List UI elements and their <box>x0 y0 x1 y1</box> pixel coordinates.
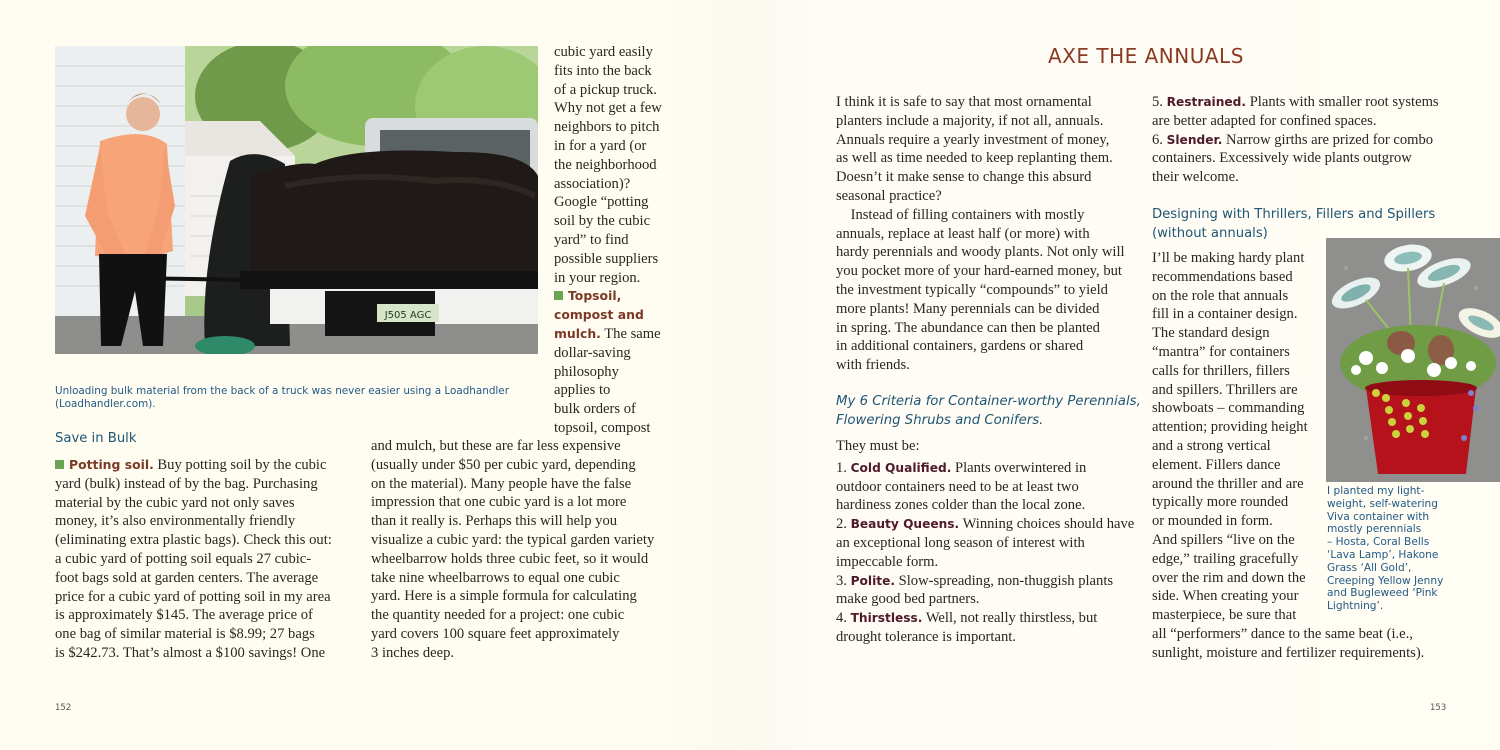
text-line: Why not get a few <box>554 100 662 117</box>
intro-paragraphs <box>836 93 1125 375</box>
text-line: wheelbarrow holds three cubic feet, so it would <box>371 550 649 567</box>
text-line: yard. Here is a simple formula for calculating <box>371 588 637 605</box>
topsoil-lead: mulch. <box>554 325 601 341</box>
text-line: in spring. The abundance can then be planted <box>836 319 1100 336</box>
truck-unloading-photo <box>55 46 538 354</box>
text-line: one bag of similar material is $8.99; 27 bags <box>55 626 315 643</box>
text-line: in your region. <box>554 269 641 286</box>
text-line: (eliminating extra plastic bags). Check this out: <box>55 532 332 549</box>
caption-line: and Bugleweed ‘Pink <box>1327 587 1438 600</box>
text-line: visualize a cubic yard: the typical garden variety <box>371 531 655 548</box>
text-line: neighbors to pitch <box>554 119 660 136</box>
criterion-1 <box>836 459 1134 478</box>
criterion-3 <box>836 572 1134 591</box>
text-line: yard” to find <box>554 231 629 248</box>
text-line: fill in a container design. <box>1152 306 1298 323</box>
heading-line: (without annuals) <box>1152 226 1268 241</box>
topsoil-lead-line <box>554 287 662 306</box>
green-bullet-icon <box>55 460 64 469</box>
continuation-paragraph <box>371 437 654 663</box>
green-bullet-icon <box>554 291 563 300</box>
text-line: foot bags sold at garden centers. The average <box>55 569 319 586</box>
text-line: showboats – commanding <box>1152 400 1305 417</box>
caption-line: I planted my light- <box>1327 485 1425 497</box>
text-line: with friends. <box>836 357 910 374</box>
criterion-4 <box>836 609 1134 628</box>
text-line: hardiness zones colder than the local zone. <box>836 497 1086 514</box>
text-line: on the material). Many people have the false <box>371 475 632 492</box>
text-line: philosophy <box>554 363 619 380</box>
text-line: applies to <box>554 382 611 399</box>
heading-line: Flowering Shrubs and Conifers. <box>836 413 1044 428</box>
criterion-number: 4. <box>836 610 851 627</box>
text-fragment: Narrow girths are prized for combo <box>1222 131 1434 148</box>
text-line: material by the cubic yard not only saves <box>55 494 295 511</box>
text-line: I think it is safe to say that most ornamental <box>836 94 1092 110</box>
text-line: make good bed partners. <box>836 591 980 608</box>
criterion-title: Thirstless. <box>850 611 923 626</box>
criterion-title: Polite. <box>850 573 895 588</box>
text-line: calls for thrillers, fillers <box>1152 362 1290 379</box>
criterion-number: 6. <box>1152 131 1167 148</box>
text-line: take nine wheelbarrows to equal one cubic <box>371 569 620 586</box>
text-line: and mulch, but these are far less expensive <box>371 438 621 454</box>
text-line: an exceptional long season of interest with <box>836 534 1085 551</box>
caption-line: Creeping Yellow Jenny <box>1327 574 1444 587</box>
text-line: impeccable form. <box>836 553 939 570</box>
text-line: 3 inches deep. <box>371 644 455 661</box>
text-line: And spillers “live on the <box>1152 531 1295 548</box>
caption-line: Unloading bulk material from the back of a truck was never easier using a Loadhandler <box>55 385 509 397</box>
criterion-6 <box>1152 131 1439 150</box>
text-line: are better adapted for confined spaces. <box>1152 112 1377 129</box>
text-line: is approximately $145. The average price of <box>55 607 313 624</box>
text-line: than it really is. Perhaps this will help you <box>371 513 618 530</box>
text-line: in for a yard (or <box>554 137 647 154</box>
text-line: in additional containers, gardens or shared <box>836 338 1084 355</box>
text-line: cubic yard easily <box>554 44 653 60</box>
text-line: fits into the back <box>554 62 652 79</box>
topsoil-lead: compost and <box>554 307 644 323</box>
text-line: the quantity needed for a project: one cubic <box>371 607 625 624</box>
text-line: of a pickup truck. <box>554 81 657 98</box>
text-line: Doesn’t it make sense to change this absurd <box>836 169 1092 186</box>
text-line: all “performers” dance to the same beat (i.e., <box>1152 625 1413 642</box>
text-line: recommendations based <box>1152 268 1293 285</box>
text-line: sunlight, moisture and fertilizer requirements). <box>1152 644 1425 661</box>
text-line: side. When creating your <box>1152 588 1299 605</box>
criterion-title: Beauty Queens. <box>850 517 960 532</box>
text-line: I’ll be making hardy plant <box>1152 250 1305 266</box>
text-line: masterpiece, be sure that <box>1152 607 1297 624</box>
text-line: around the thriller and are <box>1152 475 1304 492</box>
text-line: Annuals require a yearly investment of money, <box>836 131 1110 148</box>
heading-line: My 6 Criteria for Container-worthy Perennials, <box>836 394 1141 409</box>
caption-line: Grass ‘All Gold’, <box>1327 561 1412 574</box>
text-line: possible suppliers <box>554 250 659 267</box>
text-line: dollar-saving <box>554 344 631 361</box>
topsoil-lead: Topsoil, <box>568 288 622 304</box>
planter-photo <box>1326 238 1500 482</box>
text-line: impression that one cubic yard is a lot more <box>371 494 627 511</box>
criterion-title: Cold Qualified. <box>850 460 952 475</box>
criterion-number: 1. <box>836 459 851 476</box>
text-fragment: Plants overwintered in <box>951 459 1087 476</box>
section-heading-save-in-bulk: Save in Bulk <box>55 431 137 446</box>
text-line: over the rim and down the <box>1152 569 1306 586</box>
text-line: hardy perennials and woody plants. Not only will <box>836 244 1125 261</box>
text-line: attention; providing height <box>1152 419 1308 436</box>
criteria-heading <box>836 392 1141 430</box>
text-line: association)? <box>554 175 631 192</box>
text-line: or mounded in form. <box>1152 513 1273 530</box>
criteria-list-part2 <box>1152 93 1439 187</box>
caption-line: Viva container with <box>1327 510 1430 523</box>
chapter-title: AXE THE ANNUALS <box>1048 44 1244 68</box>
criterion-number: 5. <box>1152 94 1167 110</box>
text-line: topsoil, compost <box>554 419 651 436</box>
caption-line: weight, self-watering <box>1327 497 1438 510</box>
text-line: the investment typically “compounds” to yield <box>836 281 1108 298</box>
criterion-title: Slender. <box>1166 132 1223 147</box>
text-line: and spillers. Thrillers are <box>1152 381 1298 398</box>
criteria-intro: They must be: <box>836 438 920 454</box>
text-line: a cubic yard of potting soil equals 27 cubic- <box>55 550 312 567</box>
heading-line: Designing with Thrillers, Fillers and Spillers <box>1152 207 1436 222</box>
criterion-number: 3. <box>836 572 851 589</box>
text-line: Instead of filling containers with mostly <box>836 206 1085 223</box>
text-line: typically more rounded <box>1152 494 1289 511</box>
right-page <box>750 0 1500 750</box>
text-line: and a strong vertical <box>1152 437 1271 454</box>
planter-photo-illustration <box>1326 238 1500 482</box>
criteria-list-part1 <box>836 437 1134 647</box>
caption-line: – Hosta, Coral Bells <box>1327 536 1430 549</box>
caption-line: (Loadhandler.com). <box>55 397 156 410</box>
text-line: drought tolerance is important. <box>836 628 1016 645</box>
text-line: is $242.73. That’s almost a $100 savings! One <box>55 644 326 661</box>
text-line: planters include a majority, if not all, annuals. <box>836 112 1104 129</box>
truck-photo-illustration <box>55 46 538 354</box>
text-line: outdoor containers need to be at least two <box>836 478 1079 495</box>
text-line: more plants! Many perennials can be divided <box>836 300 1100 317</box>
caption-line: Lightning’. <box>1327 600 1384 613</box>
criterion-number: 2. <box>836 516 851 533</box>
text-line: yard (bulk) instead of by the bag. Purchasing <box>55 475 318 492</box>
text-fragment: Slow-spreading, non-thuggish plants <box>894 572 1114 589</box>
text-line: as well as time needed to keep replanting them. <box>836 150 1113 167</box>
text-line: price for a cubic yard of potting soil in my area <box>55 588 331 605</box>
text-fragment: Buy potting soil by the cubic <box>153 457 327 473</box>
text-line: bulk orders of <box>554 401 636 418</box>
text-fragment: Winning choices should have <box>959 516 1135 533</box>
text-fragment: Well, not really thirstless, but <box>922 610 1098 627</box>
license-plate-text: J505 AGC <box>384 310 432 321</box>
text-line: yard covers 100 square feet approximately <box>371 625 620 642</box>
sidebar-column-text <box>554 43 662 438</box>
potting-soil-paragraph <box>55 456 332 663</box>
page-number-right: 153 <box>1430 703 1447 713</box>
text-line: “mantra” for containers <box>1152 343 1290 360</box>
text-line: edge,” trailing gracefully <box>1152 550 1299 567</box>
text-line: containers. Excessively wide plants outgrow <box>1152 150 1412 167</box>
text-line: the neighborhood <box>554 156 657 173</box>
text-line: money, it’s also environmentally friendly <box>55 513 296 530</box>
caption-line: mostly perennials <box>1327 523 1422 536</box>
text-line: Google “potting <box>554 194 649 211</box>
criterion-title: Restrained. <box>1166 95 1247 109</box>
text-fragment: Plants with smaller root systems <box>1246 94 1439 110</box>
text-line: you pocket more of your hard-earned money, but <box>836 263 1122 280</box>
potting-soil-lead: Potting soil. <box>69 457 154 472</box>
text-line: (usually under $50 per cubic yard, depending <box>371 456 636 473</box>
caption-line: ‘Lava Lamp’, Hakone <box>1327 548 1439 561</box>
text-line: soil by the cubic <box>554 213 651 230</box>
criterion-2 <box>836 515 1134 534</box>
text-line: annuals, replace at least half (or more) with <box>836 225 1090 242</box>
text-line: seasonal practice? <box>836 187 942 204</box>
text-line: element. Fillers dance <box>1152 456 1281 473</box>
criterion-5 <box>1152 93 1439 112</box>
page-number-left: 152 <box>55 703 72 713</box>
text-fragment: The same <box>600 325 661 342</box>
planter-photo-caption <box>1327 485 1443 613</box>
text-line: their welcome. <box>1152 169 1239 186</box>
truck-photo-caption <box>55 385 509 411</box>
text-line: The standard design <box>1152 325 1270 342</box>
text-line: on the role that annuals <box>1152 287 1289 304</box>
